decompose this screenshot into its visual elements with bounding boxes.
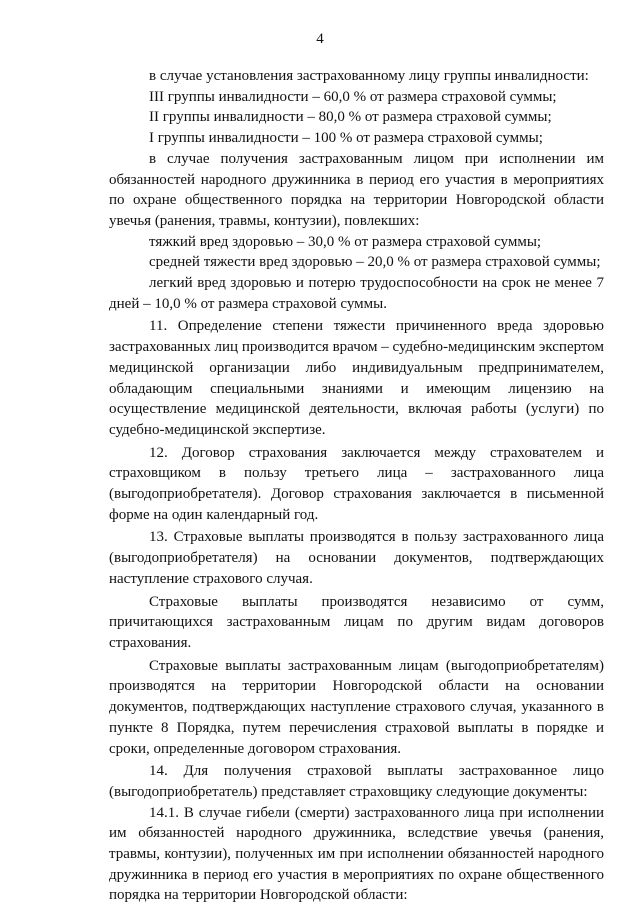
paragraph-item-14: 14. Для получения страховой выплаты застрахованное лицо (выгодоприобретатель) представляет страховщику следующие документы: [109,763,604,800]
page-number: 4 [316,31,324,47]
paragraph-item-11: 11. Определение степени тяжести причиненного вреда здоровью застрахованных лиц производится врачом – судебно-медицинским экспертом медицинской организации либо индивидуальным предпринимателем, обладающим специальными знаниями и имеющим лицензию на осуществление медицинской деятельности, включая работы (услуги) по судебно-медицинской экспертизе. [109,318,604,438]
paragraph-severe-harm: тяжкий вред здоровью – 30,0 % от размера страховой суммы; [149,233,542,250]
paragraph-item-12: 12. Договор страхования заключается между страхователем и страховщиком в пользу третьего лица – застрахованного лица (выгодоприобретателя). Договор страхования заключается в письменной форме на один календарный год. [109,444,604,523]
document-body [109,66,604,906]
paragraph-disability-group-3: III группы инвалидности – 60,0 % от размера страховой суммы; [149,88,557,105]
paragraph-disability-group-1: I группы инвалидности – 100 % от размера страховой суммы; [149,130,543,147]
paragraph-light-harm: легкий вред здоровью и потерю трудоспособности на срок не менее 7 дней – 10,0 % от размера страховой суммы. [109,275,604,312]
paragraph-item-13: 13. Страховые выплаты производятся в пользу застрахованного лица (выгодоприобретателя) на основании документов, подтверждающих наступление страхового случая. [109,529,604,587]
paragraph-moderate-harm: средней тяжести вред здоровью – 20,0 % от размера страховой суммы; [149,254,601,271]
paragraph-injury-intro: в случае получения застрахованным лицом при исполнении им обязанностей народного дружинника в период его участия в мероприятиях по охране общественного порядка на территории Новгородской области увечья (ранения, травмы, контузии), повлекших: [109,150,604,229]
paragraph-payments-territory: Страховые выплаты застрахованным лицам (выгодоприобретателям) производятся на территории Новгородской области на основании документов, подтверждающих наступление страхового случая, указанного в пункте 8 Порядка, путем перечисления страховой выплаты в порядке и сроки, определенные договором страхования. [109,657,604,757]
paragraph-disability-intro: в случае установления застрахованному лицу группы инвалидности: [149,68,589,84]
paragraph-disability-group-2: II группы инвалидности – 80,0 % от размера страховой суммы; [149,109,552,126]
paragraph-item-14-1: 14.1. В случае гибели (смерти) застрахованного лица при исполнении им обязанностей народного дружинника, вследствие увечья (ранения, травмы, контузии), полученных им при исполнении обязанностей народного дружинника в период его участия в мероприятиях по охране общественного порядка на территории Новгородской области: [109,804,604,904]
paragraph-payments-independent: Страховые выплаты производятся независимо от сумм, причитающихся застрахованным лицам по другим видам договоров страхования. [109,593,604,651]
